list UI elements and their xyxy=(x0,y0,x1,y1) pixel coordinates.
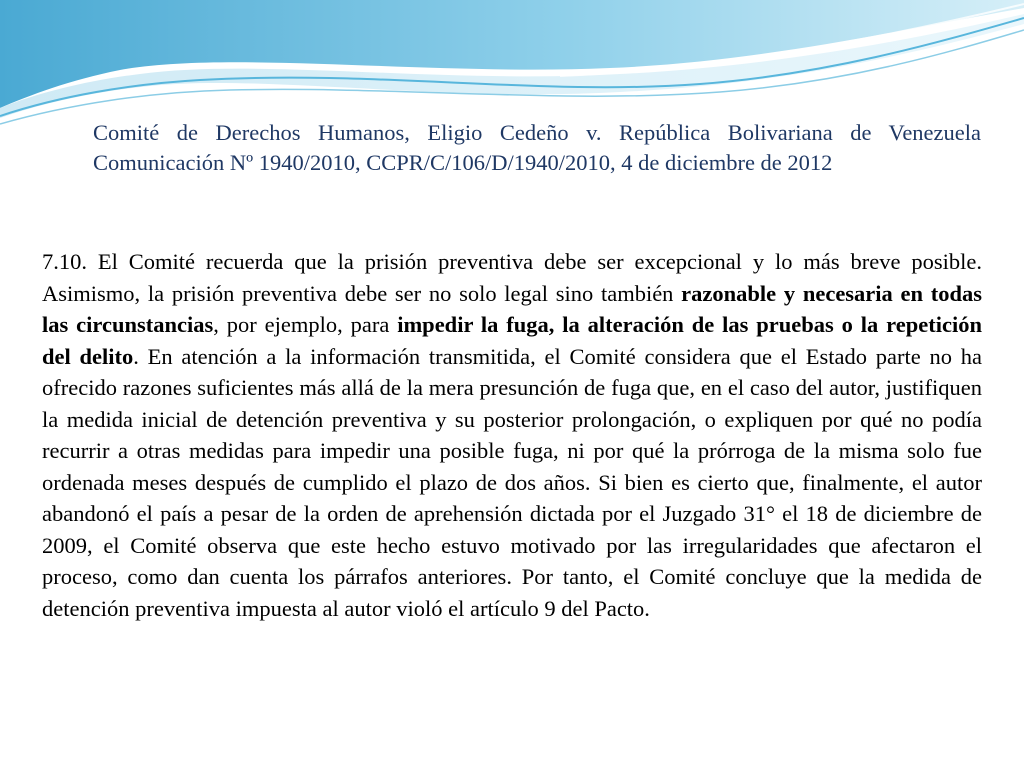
body-paragraph xyxy=(42,246,982,624)
paragraph-text-2: , por ejemplo, para xyxy=(213,312,398,337)
paragraph-bold-2: impedir la fuga, la alteración de las pruebas o la repetición del delito xyxy=(42,312,982,369)
slide-title: Comité de Derechos Humanos, Eligio Cedeño v. República Bolivariana de Venezuela Comunicación Nº 1940/2010, CCPR/C/106/D/1940/2010, 4 de diciembre de 2012 xyxy=(93,120,981,175)
wave-header-decoration xyxy=(0,0,1024,130)
paragraph-bold-1: razonable y necesaria en todas las circunstancias xyxy=(42,280,982,337)
paragraph-text-3: . En atención a la información transmitida, el Comité considera que el Estado parte no ha ofrecido razones suficientes más allá de la mera presunción de fuga que, en el caso del autor, justifiquen la medida inicial de detención preventiva y su posterior prolongación, o expliquen por qué no podía recurrir a otras medidas para impedir una posible fuga, ni por qué la prórroga de la misma solo fue ordenada meses después de cumplido el plazo de dos años. Si bien es cierto que, finalmente, el autor abandonó el país a pesar de la orden de aprehensión dictada por el Juzgado 31° el 18 de diciembre de 2009, el Comité observa que este hecho estuvo motivado por las irregularidades que afectaron el proceso, como dan cuenta los párrafos anteriores. Por tanto, el Comité concluye que la medida de detención preventiva impuesta al autor violó el artículo 9 del Pacto. xyxy=(42,343,982,621)
paragraph-text-1: 7.10. El Comité recuerda que la prisión preventiva debe ser excepcional y lo más breve posible. Asimismo, la prisión preventiva debe ser no solo legal sino también xyxy=(42,249,982,306)
